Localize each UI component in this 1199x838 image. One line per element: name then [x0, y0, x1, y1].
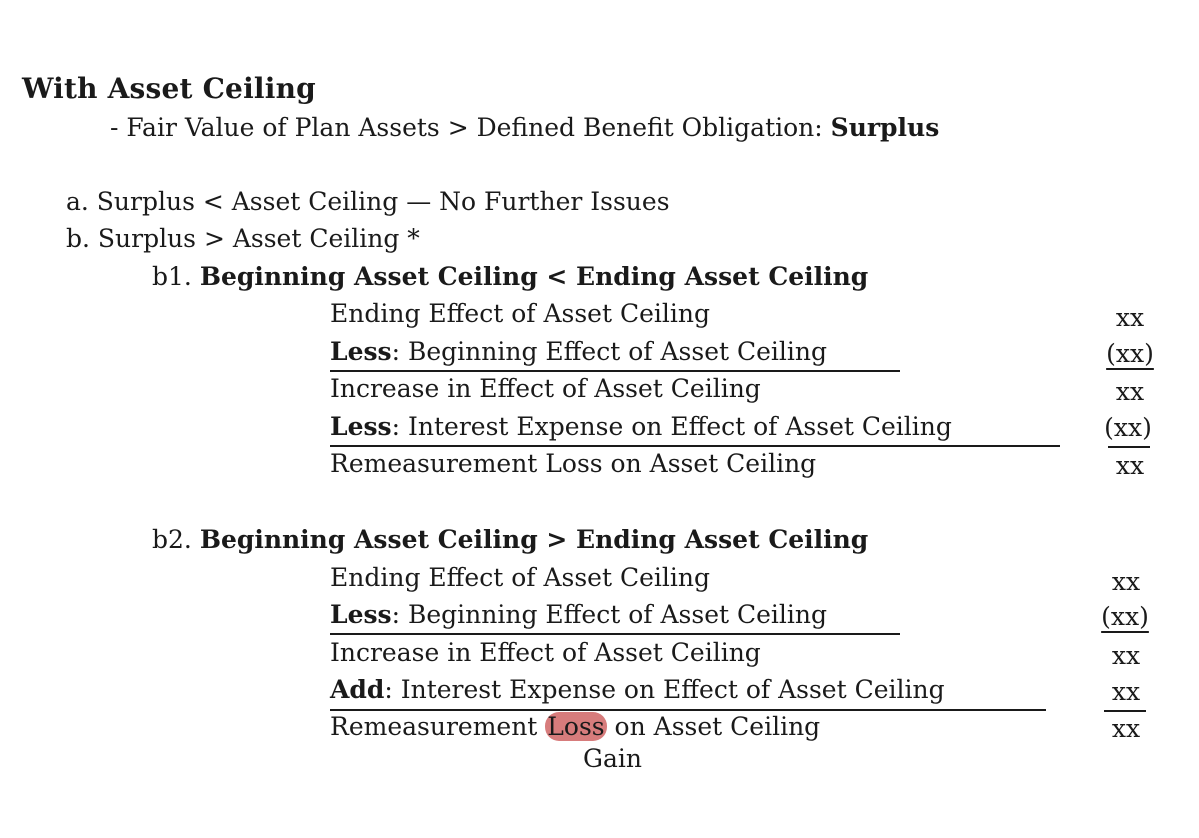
b2-amount-rule	[1104, 710, 1146, 712]
b2-rule-1	[330, 633, 900, 635]
b2-row-4-label: : Interest Expense on Effect of Asset Ceiling	[384, 675, 945, 704]
b2-row-2	[330, 599, 827, 631]
b1-row-5-label: Remeasurement Loss on Asset Ceiling	[330, 449, 817, 478]
b1-row-1-label: Ending Effect of Asset Ceiling	[330, 299, 710, 328]
b2-row-4-amount: xx	[1111, 677, 1141, 706]
b1-row-5-amount: xx	[1115, 451, 1145, 480]
b1-row-4-prefix: Less	[330, 412, 392, 441]
b1-row-3-label: Increase in Effect of Asset Ceiling	[330, 374, 761, 403]
b2-row-2-label: : Beginning Effect of Asset Ceiling	[391, 600, 827, 629]
b1-rule-2	[330, 445, 1060, 447]
condition-emphasis: Surplus	[830, 113, 940, 142]
b2-row-3-label: Increase in Effect of Asset Ceiling	[330, 638, 761, 667]
b1-prefix: b1.	[152, 262, 200, 291]
b1-title: Beginning Asset Ceiling < Ending Asset Ceiling	[199, 262, 869, 291]
b1-row-1-amount: xx	[1115, 303, 1145, 332]
b2-row-1	[330, 562, 710, 594]
b2-row-1-label: Ending Effect of Asset Ceiling	[330, 563, 710, 592]
b1-heading	[152, 261, 868, 293]
b2-prefix: b2.	[152, 525, 200, 554]
b2-row-5	[330, 711, 820, 743]
b1-row-2-label: : Beginning Effect of Asset Ceiling	[391, 337, 827, 366]
b2-title: Beginning Asset Ceiling > Ending Asset Ceiling	[199, 525, 869, 554]
b2-row-1-amount: xx	[1111, 567, 1141, 596]
b1-row-5	[330, 448, 816, 480]
case-b: b. Surplus > Asset Ceiling *	[66, 224, 420, 253]
b1-row-2-prefix: Less	[330, 337, 392, 366]
section-heading: With Asset Ceiling	[22, 72, 316, 105]
b1-amount-rule	[1108, 446, 1150, 448]
b2-row-3	[330, 637, 761, 669]
b2-row-2-prefix: Less	[330, 600, 392, 629]
b2-row-4-prefix: Add	[330, 675, 385, 704]
b1-row-4-label: : Interest Expense on Effect of Asset Ceiling	[391, 412, 952, 441]
b1-row-4-amount: (xx)	[1104, 413, 1152, 442]
b1-row-2	[330, 336, 827, 368]
b1-row-2-amount: (xx)	[1106, 339, 1154, 368]
case-a: a. Surplus < Asset Ceiling — No Further Issues	[66, 187, 670, 216]
loss-highlight: Loss	[547, 712, 605, 741]
b1-row-1	[330, 298, 710, 330]
b2-row-2-amount: (xx)	[1101, 602, 1149, 631]
surplus-condition	[110, 112, 939, 144]
b2-row-5-label: Remeasurement	[330, 712, 546, 741]
gain-alternative: Gain	[583, 744, 642, 773]
b1-row-3-amount: xx	[1115, 377, 1145, 406]
b2-row-4	[330, 674, 945, 706]
b2-row-5-label-end: on Asset Ceiling	[606, 712, 821, 741]
b1-row-4	[330, 411, 952, 443]
b2-heading	[152, 524, 868, 556]
condition-text: - Fair Value of Plan Assets > Defined Benefit Obligation:	[110, 113, 831, 142]
b1-row-3	[330, 373, 761, 405]
b1-rule-1	[330, 370, 900, 372]
b2-row-5-amount: xx	[1111, 714, 1141, 743]
b2-row-3-amount: xx	[1111, 641, 1141, 670]
